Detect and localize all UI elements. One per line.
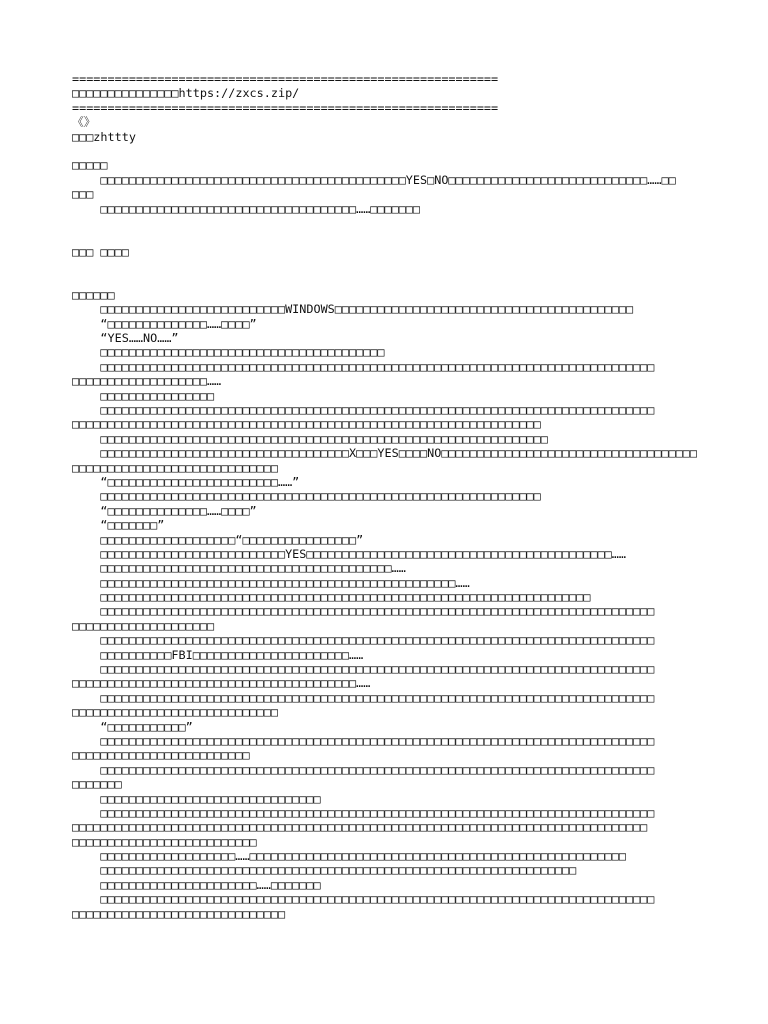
text-line: □□□□□□□□□□□□□□□□□□□□□□□□□□□□□□□□□□□□□□□□□□□□□□□□□□□□□□□□□□□□□□□□□□□□□ <box>72 590 591 605</box>
text-line: □□□□□□□□□□□□□□□□□□□□□□□□□□□□□□□□□□□□□□□□□□□□□□□□□□□□□□□□□□□□□□□□□□□□□□□□□□□□□□ <box>72 892 655 907</box>
text-line: □□□□□□□□□□□□□□□□□□□……□□□□□□□□□□□□□□□□□□□□□□□□□□□□□□□□□□□□□□□□□□□□□□□□□□□□□ <box>72 849 626 864</box>
text-line: □□□ <box>72 187 94 202</box>
blank-line <box>72 216 712 230</box>
document-body <box>72 72 712 921</box>
text-line: □□□□□□□□□□□□□□□□□□□“□□□□□□□□□□□□□□□□” <box>72 532 364 547</box>
text-line: □□□□□□□□□□□□□□□□□□□□□□□□□□YES□□□□□□□□□□□□□□□□□□□□□□□□□□□□□□□□□□□□□□□□□□□…… <box>72 546 626 561</box>
text-line: “YES……NO……” <box>72 331 179 346</box>
text-line: □□□□□□□□□□□□□□□□□□□□□□□□□□□□□□□□□□□□□□□□…… <box>72 676 371 691</box>
text-line: □□□□□□□□□□□□□□□□□□□□□□□□□□□□□□□□□□□□……□□□□□□□ <box>72 201 421 216</box>
text-line: □□□□□□□□□□□□□□□□□□□□□□□□□□ <box>72 834 257 849</box>
text-line: □□□□□□ <box>72 287 115 302</box>
text-line: □□□□□□□□□□□□□□□□□□□□□□□□□□□□□□□□□□□□□□□□□□□□□□□□□□□□□□□□□□□□□□□□□□ <box>72 417 541 432</box>
text-line: □□□□□□□□□□□□□□□□□□□□□□□□□□□□□ <box>72 460 278 475</box>
text-line: □□□□□□□□□□□□□□□https://zxcs.zip/ <box>72 86 300 101</box>
text-line: □□□□□□□□□□□□□□□□ <box>72 388 215 403</box>
text-line: “□□□□□□□□□□□□□□……□□□□” <box>72 316 257 331</box>
text-line: “□□□□□□□□□□□” <box>72 719 193 734</box>
text-line: □□□zhttty <box>72 129 136 144</box>
text-line: □□□□□□□□□□□□□□□□□□□□□□□□□□□□□□□□□□□□□□□□□□□□□□□□□□□□□□□□□□□□□□□□□□□ <box>72 863 577 878</box>
text-line: □□□□□□□□□□□□□□□□□□□…… <box>72 374 222 389</box>
text-line: □□□□□□□□□□□□□□□□□□□□□□□□□□□□□□□□□□□□□□□□□□□□□□□□□□□□□□□□□□□□□□ <box>72 489 541 504</box>
blank-line <box>72 273 712 287</box>
text-line: □□□□□□□□□□□□□□□□□□□□□□□□□□□□□□□□□□□□□□□□□□□□□□□□□□□□□□□□□□□□□□□□□□□□□□□□□□□□□□ <box>72 762 655 777</box>
text-line: “□□□□□□□□□□□□□□□□□□□□□□□□……” <box>72 474 300 489</box>
text-line: □□□□□□□□□□□□□□□□□□□□□□□□□□□□□□□□□□□□□□□□□□□□□□□□□□□□□□□□□□□□□□□□□□□□□□□□□□□□□□ <box>72 402 655 417</box>
text-line: □□□□□□□□□□□□□□□□□□□□□□□□□□□□□□□□□□□□□□□□ <box>72 345 385 360</box>
text-line: “□□□□□□□” <box>72 518 165 533</box>
text-line: □□□□□□□□□□□□□□□□□□□□□□□□□□□□□□□□□□□□□□□□□□□□□□□□□□□□□□□□□□□□□□□□□□□□□□□□□□□□□□ <box>72 662 655 677</box>
blank-line <box>72 144 712 158</box>
text-line: □□□□□□□□□□□□□□□□□□□□□□□□□□□□□□□□□□□□□□□□□□□□□□□□□□□□□□□□□□□□□□□□□□□□□□□□□□□□□□ <box>72 359 655 374</box>
text-line: □□□□□□□ <box>72 777 122 792</box>
text-line: □□□□□□□□□□□□□□□□□□□□□□□□□ <box>72 748 250 763</box>
text-line: □□□□□□□□□□□□□□□□□□□□ <box>72 618 215 633</box>
text-line: □□□□□□□□□□□□□□□□□□□□□□□□□□□□□□□□□□□X□□□YES□□□□NO□□□□□□□□□□□□□□□□□□□□□□□□□□□□□□□□□□□□ <box>72 446 698 461</box>
blank-line <box>72 259 712 273</box>
text-line: □□□□□□□□□□□□□□□□□□□□□□□□□□□□□□□□□□□□□□□□□□□□□□□□□□□□□□□□□□□□□□□□□□□□□□□□□□□□□□□□□ <box>72 820 648 835</box>
text-line: □□□□□ <box>72 158 108 173</box>
text-line: □□□□□□□□□□□□□□□□□□□□□□□□□□□□□□□□□□□□□□□□□□□□□□□□□□□□□□□□□□□□□□□ <box>72 431 548 446</box>
text-line: □□□□□□□□□□□□□□□□□□□□□□□□□□WINDOWS□□□□□□□□□□□□□□□□□□□□□□□□□□□□□□□□□□□□□□□□□□ <box>72 302 634 317</box>
text-line: “□□□□□□□□□□□□□□……□□□□” <box>72 503 257 518</box>
text-line: □□□□□□□□□□FBI□□□□□□□□□□□□□□□□□□□□□□…… <box>72 647 364 662</box>
text-line: □□□□□□□□□□□□□□□□□□□□□□□□□□□□□□□□□□□□□□□□□□□□□□□□□□□□□□□□□□□□□□□□□□□□□□□□□□□□□□ <box>72 805 655 820</box>
text-line: □□□□□□□□□□□□□□□□□□□□□□□□□□□□□□□□□□□□□□□□□□□□□□□□□□□□□□□□□□□□□□□□□□□□□□□□□□□□□□ <box>72 604 655 619</box>
text-line: □□□ □□□□ <box>72 244 129 259</box>
text-line: ============================================================ <box>72 72 499 86</box>
text-line: 《》 <box>72 115 96 130</box>
text-line: □□□□□□□□□□□□□□□□□□□□□□□□□□□□□ <box>72 705 278 720</box>
text-line: □□□□□□□□□□□□□□□□□□□□□□□□□□□□□□□ <box>72 791 321 806</box>
text-line: □□□□□□□□□□□□□□□□□□□□□□□□□□□□□□□□□□□□□□□□□…… <box>72 561 406 576</box>
blank-line <box>72 230 712 244</box>
text-line: □□□□□□□□□□□□□□□□□□□□□□□□□□□□□□□□□□□□□□□□□□□YES□NO□□□□□□□□□□□□□□□□□□□□□□□□□□□□……□□ <box>72 172 676 187</box>
text-line: □□□□□□□□□□□□□□□□□□□□□□□□□□□□□□□□□□□□□□□□□□□□□□□□□□□□□□□□□□□□□□□□□□□□□□□□□□□□□□ <box>72 733 655 748</box>
text-line: □□□□□□□□□□□□□□□□□□□□□□□□□□□□□□□□□□□□□□□□□□□□□□□□□□…… <box>72 575 470 590</box>
text-line: □□□□□□□□□□□□□□□□□□□□□□□□□□□□□□□□□□□□□□□□□□□□□□□□□□□□□□□□□□□□□□□□□□□□□□□□□□□□□□ <box>72 690 655 705</box>
text-line: □□□□□□□□□□□□□□□□□□□□□□……□□□□□□□ <box>72 877 321 892</box>
text-line: ============================================================ <box>72 100 499 115</box>
text-line: □□□□□□□□□□□□□□□□□□□□□□□□□□□□□□ <box>72 906 286 921</box>
text-line: □□□□□□□□□□□□□□□□□□□□□□□□□□□□□□□□□□□□□□□□□□□□□□□□□□□□□□□□□□□□□□□□□□□□□□□□□□□□□□ <box>72 633 655 648</box>
